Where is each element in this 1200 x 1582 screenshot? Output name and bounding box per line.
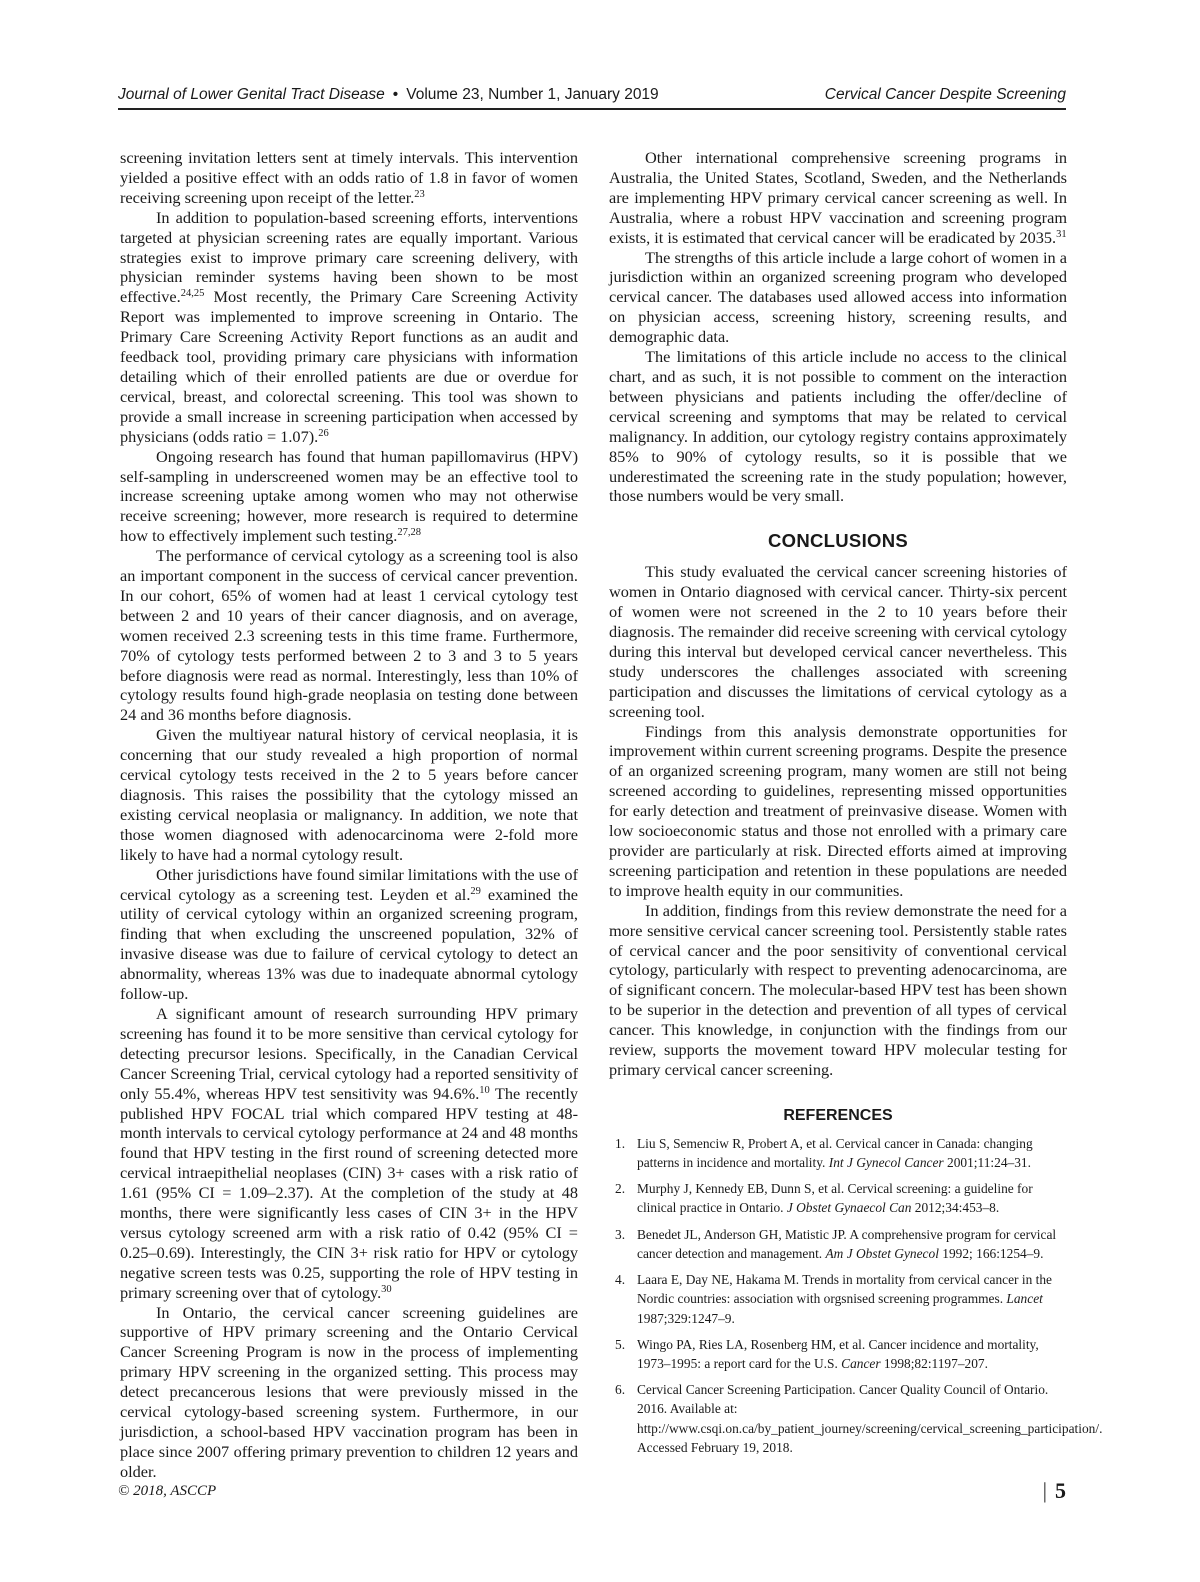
citation: 10 [479, 1084, 490, 1096]
citation: 29 [470, 885, 481, 897]
citation: 24,25 [180, 288, 205, 300]
paragraph: The limitations of this article include no access to the clinical chart, and as such, it is not possible to comment on the interaction between physicians and patients including the offer/decline of cervical screening and symptoms that may be related to cervical malignancy. In addition, our cytology registry contains approximately 85% to 90% of cytology results, so it is possible that we underestimated the screening rate in the study population; however, those numbers would be very small. [609, 347, 1067, 506]
journal-info [118, 86, 659, 104]
journal-name: Journal of Lower Genital Tract Disease [118, 86, 385, 103]
conclusions-heading: CONCLUSIONS [768, 530, 908, 552]
references-heading: REFERENCES [783, 1106, 893, 1124]
page-number: | 5 [1042, 1478, 1066, 1503]
copyright: © 2018, ASCCP [118, 1483, 217, 1499]
paragraph: screening invitation letters sent at timely intervals. This intervention yielded a positive effect with an odds ratio of 1.8 in favor of women receiving screening upon receipt of the letter.$^{23}$ [120, 148, 578, 207]
citation: 27,28 [397, 527, 421, 539]
citation: 30 [381, 1283, 392, 1295]
paragraph: Given the multiyear natural history of cervical neoplasia, it is concerning that our study revealed a high proportion of normal cervical cytology tests received in the 2 to 5 years before cancer diagnosis. This raises the possibility that the cytology missed an existing cervical neoplasia or malignancy. In addition, we note that those women diagnosed with adenocarcinoma were 2-fold more likely to have had a normal cytology result. [120, 725, 578, 864]
reference-list [609, 1134, 1103, 1457]
volume-info: Volume 23, Number 1, January 2019 [406, 86, 659, 103]
paragraph: In addition to population-based screening efforts, interventions targeted at physician screening rates are equally important. Various strategies exist to improve primary care screening delivery, with physician reminder systems having been shown to be most effective.$^{24,25}$ Most recently, the Primary Care Screening Activity Report was implemented to improve screening in Ontario. The Primary Care Screening Activity Report functions as an audit and feedback tool, providing primary care physicians with information detailing which of their enrolled patients are due or overdue for cervical, breast, and colorectal screening. This tool was shown to provide a small increase in screening participation when accessed by physicians (odds ratio = 1.07).$^{26}$ [120, 207, 578, 446]
citation: 23 [414, 188, 425, 200]
page-number-divider: | [1042, 1478, 1047, 1503]
paragraph: The strengths of this article include a large cohort of women in a jurisdiction within an organized screening program who developed cervical cancer. The databases used allowed access into information on physician access, screening history, screening results, and demographic data. [609, 247, 1067, 347]
paragraph: Ongoing research has found that human papillomavirus (HPV) self-sampling in underscreened women may be an effective tool to increase screening uptake among women who may not otherwise receive screening; however, more research is required to determine how to effectively implement such testing.$^{27,28}$ [120, 446, 578, 546]
running-title: Cervical Cancer Despite Screening [824, 86, 1066, 103]
citation: 26 [318, 427, 329, 439]
reference-item: 3. Benedet JL, Anderson GH, Matistic JP. A comprehensive program for cervical cancer detection and management. Am J Obstet Gynecol 1992; 166:1254–9. [615, 1226, 1057, 1261]
paragraph: The performance of cervical cytology as a screening tool is also an important component in the success of cervical cancer prevention. In our cohort, 65% of women had at least 1 cervical cytology test between 2 and 10 years of their cancer diagnosis, and on average, women received 2.3 screening tests in this time frame. Furthermore, 70% of cytology tests performed between 2 to 3 and 3 to 5 years before diagnosis were read as normal. Interestingly, less than 10% of cytology results found high-grade neoplasia on testing done between 24 and 36 months before diagnosis. [120, 546, 578, 725]
running-header [118, 84, 1066, 110]
right-column [609, 148, 1103, 1464]
paragraph: Findings from this analysis demonstrate opportunities for improvement within current screening programs. Despite the presence of an organized screening program, many women are still not being screened according to guidelines, representing missed opportunities for early detection and treatment of preinvasive disease. Women with low socioeconomic status and those not enrolled with a primary care provider are particularly at risk. Directed efforts aimed at improving screening participation and retention in these populations are needed to improve health equity in our communities. [609, 721, 1067, 900]
left-column [120, 148, 578, 1482]
citation: 31 [1056, 228, 1067, 240]
header-separator: • [392, 86, 399, 103]
paragraph: This study evaluated the cervical cancer screening histories of women in Ontario diagnosed with cervical cancer. Thirty-six percent of women were not screened in the 2 to 10 years before their diagnosis. The remainder did receive screening with cervical cytology during this interval but developed cervical cancer nevertheless. This study underscores the challenges associated with screening participation and discusses the limitations of cervical cytology as a screening tool. [609, 562, 1067, 721]
paragraph: In Ontario, the cervical cancer screening guidelines are supportive of HPV primary screening and the Ontario Cervical Cancer Screening Program is now in the process of implementing primary HPV screening in the organized setting. This process may detect precancerous lesions that were previously missed in the cervical cytology-based screening system. Furthermore, in our jurisdiction, a school-based HPV vaccination program has been in place since 2007 offering primary prevention to children 12 years and older. [120, 1302, 578, 1481]
reference-item: 1. Liu S, Semenciw R, Probert A, et al. Cervical cancer in Canada: changing patterns in incidence and mortality. Int J Gynecol Cancer 2001;11:24–31. [615, 1135, 1033, 1171]
reference-item: 2. Murphy J, Kennedy EB, Dunn S, et al. Cervical screening: a guideline for clinical practice in Ontario. J Obstet Gynaecol Can 2012;34:453–8. [615, 1181, 1033, 1216]
paragraph: A significant amount of research surrounding HPV primary screening has found it to be more sensitive than cervical cytology for detecting precursor lesions. Specifically, in the Canadian Cervical Cancer Screening Trial, cervical cytology had a reported sensitivity of only 55.4%, whereas HPV test sensitivity was 94.6%.$^{10}$ The recently published HPV FOCAL trial which compared HPV testing at 48-month intervals to cervical cytology performance at 24 and 48 months found that HPV testing in the first round of screening detected more cervical intraepithelial neoplases (CIN) 3+ cases with a risk ratio of 1.61 (95% CI = 1.09–2.37). At the completion of the study at 48 months, there were significantly less cases of CIN 3+ in the HPV versus cytology screened arm with a risk ratio of 0.42 (95% CI = 0.25–0.69). Interestingly, the CIN 3+ risk ratio for HPV or cytology negative screen tests was 0.25, supporting the role of HPV testing in primary screening over that of cytology.$^{30}$ [120, 1003, 578, 1302]
paragraph: In addition, findings from this review demonstrate the need for a more sensitive cervical cancer screening tool. Persistently stable rates of cervical cancer and the poor sensitivity of conventional cervical cytology, particularly with respect to preventing adenocarcinoma, are of significant concern. The molecular-based HPV test has been shown to be superior in the detection and prevention of all types of cervical cancer. This knowledge, in conjunction with the findings from our review, supports the movement toward HPV molecular testing for primary cervical cancer screening. [609, 900, 1067, 1079]
reference-item: 5. Wingo PA, Ries LA, Rosenberg HM, et al. Cancer incidence and mortality, 1973–1995: a report card for the U.S. Cancer 1998;82:1197–207. [615, 1336, 1039, 1371]
reference-item: 6. Cervical Cancer Screening Participation. Cancer Quality Council of Ontario. 2016. Available at: http://www.csqi.on.ca/by_patient_journey/screening/cervical_screening_participation/. Accessed February 19, 2018. [615, 1382, 1103, 1455]
paragraph: Other international comprehensive screening programs in Australia, the United States, Scotland, Sweden, and the Netherlands are implementing HPV primary cervical cancer screening as well. In Australia, where a robust HPV vaccination and screening program exists, it is estimated that cervical cancer will be eradicated by 2035.31 [609, 148, 1067, 247]
paragraph: Other jurisdictions have found similar limitations with the use of cervical cytology as a screening test. Leyden et al.$^{29}$ examined the utility of cervical cytology within an organized screening program, finding that when excluding the unscreened population, 32% of invasive disease was due to failure of cervical cytology to detect an abnormality, whereas 13% was due to inadequate abnormal cytology follow-up. [120, 864, 579, 1004]
reference-item: 4. Laara E, Day NE, Hakama M. Trends in mortality from cervical cancer in the Nordic countries: association with orgsnised screening programmes. Lancet 1987;329:1247–9. [615, 1272, 1052, 1326]
